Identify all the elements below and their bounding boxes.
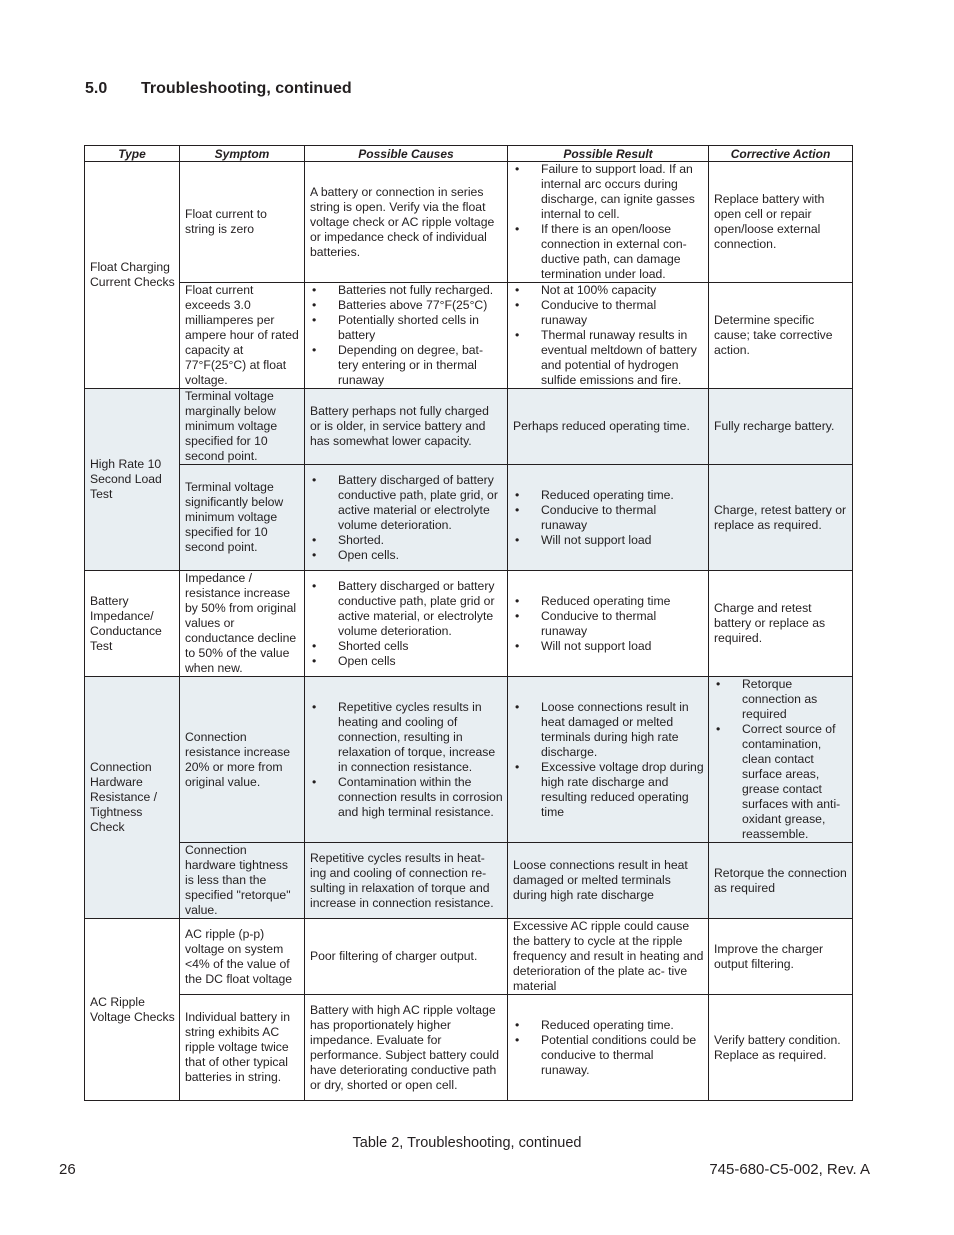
results-bullet: • Loose connections result in heat damaged or melted terminals during high rate discharge. bbox=[513, 700, 704, 760]
results-bullet: • Conducive to thermal runaway bbox=[513, 609, 704, 639]
causes-bullet: • Open cells bbox=[310, 654, 503, 669]
type-cell: Float Charging Current Checks bbox=[85, 162, 180, 389]
symptom-cell: Connection hardware tightness is less than the specified "retorque" value. bbox=[180, 843, 305, 919]
symptom-cell: Terminal voltage significantly below minimum voltage specified for 10 second point. bbox=[180, 465, 305, 571]
causes-bullet: • Contamination within the connection results in corrosion and high terminal resistance. bbox=[310, 775, 503, 820]
causes-bullet: • Battery discharged of battery conductive path, plate grid, or active material or electrolyte volume deterioration. bbox=[310, 473, 503, 533]
causes-bullet: • Battery discharged or battery conductive path, plate grid or active material, or electrolyte volume deterioration. bbox=[310, 579, 503, 639]
action-cell: Charge, retest battery or replace as required. bbox=[709, 465, 853, 571]
troubleshooting-table bbox=[84, 145, 853, 1101]
header-type: Type bbox=[85, 146, 180, 162]
results-cell: Loose connections result in heat damaged or melted terminals during high rate discharge bbox=[508, 843, 709, 919]
type-cell: High Rate 10 Second Load Test bbox=[85, 389, 180, 571]
symptom-cell: Terminal voltage marginally below minimum voltage specified for 10 second point. bbox=[180, 389, 305, 465]
document-number: 745-680-C5-002, Rev. A bbox=[709, 1161, 870, 1178]
causes-cell: Repetitive cycles results in heat- ing and cooling of connection re- sulting in relaxation of torque and increase in connection resistance. bbox=[305, 843, 508, 919]
symptom-cell: Impedance / resistance increase by 50% from original values or conductance decline to 50% of the value when new. bbox=[180, 571, 305, 677]
results-cell: Perhaps reduced operating time. bbox=[508, 389, 709, 465]
causes-cell: Battery perhaps not fully charged or is older, in service battery and has somewhat lower capacity. bbox=[305, 389, 508, 465]
results-bullet: • Reduced operating time. bbox=[513, 1018, 704, 1033]
causes-cell: Poor filtering of charger output. bbox=[305, 919, 508, 995]
section-number: 5.0 bbox=[85, 80, 108, 97]
type-cell: Connection Hardware Resistance / Tightness Check bbox=[85, 677, 180, 919]
causes-bullet: • Depending on degree, bat- tery entering or in thermal runaway bbox=[310, 343, 503, 388]
results-cell bbox=[508, 162, 709, 283]
results-bullet: • Will not support load bbox=[513, 639, 704, 654]
results-bullet: • Failure to support load. If an internal arc occurs during discharge, can ignite gasses internal to cell. bbox=[513, 162, 704, 222]
results-cell: Excessive AC ripple could cause the battery to cycle at the ripple frequency and result in heating and deterioration of the plate ac- tive material bbox=[508, 919, 709, 995]
table-row bbox=[85, 843, 853, 919]
type-cell: AC Ripple Voltage Checks bbox=[85, 919, 180, 1101]
table-header-row bbox=[85, 146, 853, 162]
type-cell: Battery Impedance/ Conductance Test bbox=[85, 571, 180, 677]
action-bullet: • Correct source of contamination, clean contact surface areas, grease contact surfaces with anti- oxidant grease, reassemble. bbox=[714, 722, 848, 842]
table-row bbox=[85, 465, 853, 571]
results-bullet: • Thermal runaway results in eventual meltdown of battery and potential of hydrogen sulfide emissions and fire. bbox=[513, 328, 704, 388]
action-bullet: • Retorque connection as required bbox=[714, 677, 848, 722]
symptom-cell: AC ripple (p-p) voltage on system <4% of the value of the DC float voltage bbox=[180, 919, 305, 995]
header-symptom: Symptom bbox=[180, 146, 305, 162]
causes-bullet: • Repetitive cycles results in heating and cooling of connection, resulting in relaxation of torque, increase in connection resistance. bbox=[310, 700, 503, 775]
results-bullet: • Excessive voltage drop during high rate discharge and resulting reduced operating time bbox=[513, 760, 704, 820]
page-number: 26 bbox=[59, 1161, 76, 1178]
causes-bullet: • Shorted. bbox=[310, 533, 503, 548]
results-bullet: • Will not support load bbox=[513, 533, 704, 548]
causes-cell: A battery or connection in series string is open. Verify via the float voltage check or AC ripple voltage or impedance check of individual batteries. bbox=[305, 162, 508, 283]
symptom-cell: Connection resistance increase 20% or more from original value. bbox=[180, 677, 305, 843]
causes-cell bbox=[305, 283, 508, 389]
table-row bbox=[85, 571, 853, 677]
causes-cell bbox=[305, 571, 508, 677]
symptom-cell: Float current exceeds 3.0 milliamperes per ampere hour of rated capacity at 77°F(25°C) at float voltage. bbox=[180, 283, 305, 389]
section-title: Troubleshooting, continued bbox=[141, 80, 352, 97]
causes-bullet: • Shorted cells bbox=[310, 639, 503, 654]
header-possible-result: Possible Result bbox=[508, 146, 709, 162]
table-row bbox=[85, 919, 853, 995]
causes-bullet: • Open cells. bbox=[310, 548, 503, 563]
results-cell bbox=[508, 995, 709, 1101]
table-row bbox=[85, 389, 853, 465]
results-bullet: • Conducive to thermal runaway bbox=[513, 503, 704, 533]
action-cell: Verify battery condition. Replace as required. bbox=[709, 995, 853, 1101]
section-heading bbox=[85, 80, 352, 98]
causes-bullet: • Potentially shorted cells in battery bbox=[310, 313, 503, 343]
action-cell: Retorque the connection as required bbox=[709, 843, 853, 919]
symptom-cell: Float current to string is zero bbox=[180, 162, 305, 283]
results-cell bbox=[508, 465, 709, 571]
results-cell bbox=[508, 571, 709, 677]
action-cell: Improve the charger output filtering. bbox=[709, 919, 853, 995]
results-bullet: • Potential conditions could be conducive to thermal runaway. bbox=[513, 1033, 704, 1078]
causes-cell: Battery with high AC ripple voltage has proportionately higher impedance. Evaluate for performance. Subject battery could have deteriorating conductive path or dry, shorted or open cell. bbox=[305, 995, 508, 1101]
results-bullet: • If there is an open/loose connection in external con- ductive path, can damage termination under load. bbox=[513, 222, 704, 282]
results-bullet: • Not at 100% capacity bbox=[513, 283, 704, 298]
action-cell: Fully recharge battery. bbox=[709, 389, 853, 465]
action-cell bbox=[709, 677, 853, 843]
header-corrective-action: Corrective Action bbox=[709, 146, 853, 162]
header-possible-causes: Possible Causes bbox=[305, 146, 508, 162]
action-cell: Charge and retest battery or replace as required. bbox=[709, 571, 853, 677]
causes-cell bbox=[305, 465, 508, 571]
causes-bullet: • Batteries above 77°F(25°C) bbox=[310, 298, 503, 313]
action-cell: Replace battery with open cell or repair open/loose external connection. bbox=[709, 162, 853, 283]
causes-cell bbox=[305, 677, 508, 843]
results-bullet: • Reduced operating time bbox=[513, 594, 704, 609]
symptom-cell: Individual battery in string exhibits AC ripple voltage twice that of other typical batteries in string. bbox=[180, 995, 305, 1101]
causes-bullet: • Batteries not fully recharged. bbox=[310, 283, 503, 298]
table-row bbox=[85, 995, 853, 1101]
table-caption: Table 2, Troubleshooting, continued bbox=[352, 1135, 582, 1151]
action-cell: Determine specific cause; take corrective action. bbox=[709, 283, 853, 389]
table-row bbox=[85, 677, 853, 843]
results-bullet: • Conducive to thermal runaway bbox=[513, 298, 704, 328]
results-cell bbox=[508, 677, 709, 843]
results-bullet: • Reduced operating time. bbox=[513, 488, 704, 503]
results-cell bbox=[508, 283, 709, 389]
table-row bbox=[85, 283, 853, 389]
table-row bbox=[85, 162, 853, 283]
